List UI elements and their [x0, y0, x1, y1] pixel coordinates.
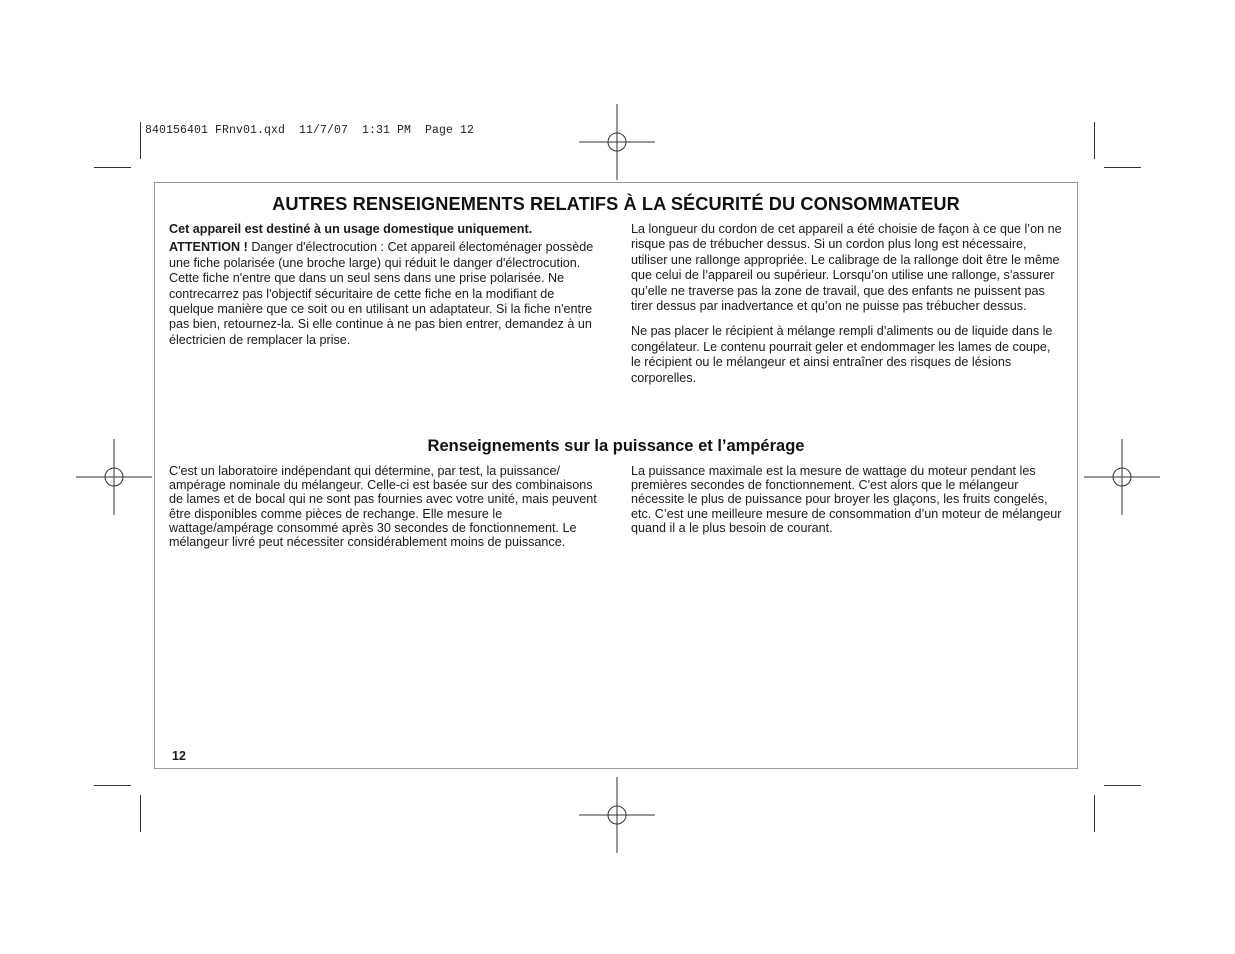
- registration-mark-right: [1084, 439, 1160, 515]
- freezer-warning-paragraph: Ne pas placer le récipient à mélange rempli d’aliments ou de liquide dans le congélateur. Le contenu pourrait geler et endommager les lames de coupe, le récipient ou le mélangeur et ainsi entraîner des risques de lésions corporelles.: [631, 324, 1053, 385]
- attention-label: ATTENTION !: [169, 240, 248, 255]
- attention-paragraph: [169, 240, 597, 348]
- power-right-column: [631, 464, 1065, 535]
- crop-mark-br-h: [1104, 785, 1141, 786]
- registration-mark-top: [579, 104, 655, 180]
- attention-text: Danger d'électrocution : Cet appareil électoménager possède une fiche polarisée (une broche large) qui réduit le danger d'électrocution. Cette fiche n'entre que dans un seul sens dans une prise polarisée. Ne contrecarrez pas l'objectif sécuritaire de cette fiche en la modifiant de quelque manière que ce soit ou en utilisant un adaptateur. Si la fiche n'entre pas bien, retournez-la. Si elle continue à ne pas bien entrer, demandez à un électricien de remplacer la prise.: [169, 240, 594, 347]
- safety-left-column: [169, 222, 597, 348]
- registration-mark-bottom: [579, 777, 655, 853]
- crop-mark-br-v: [1094, 795, 1095, 832]
- power-heading: Renseignements sur la puissance et l’ampérage: [427, 437, 805, 455]
- cord-length-paragraph: La longueur du cordon de cet appareil a été choisie de façon à ce que l’on ne risque pas de trébucher dessus. Si un cordon plus long est nécessaire, utiliser une rallonge appropriée. Le calibrage de la rallonge doit être le même que celui de l’appareil ou supérieur. Lorsqu’on utilise une rallonge, s’assurer qu’elle ne traverse pas la zone de travail, que des enfants ne puissent pas tirer dessus par inadvertance et qu’on ne puisse pas trébucher dessus.: [631, 222, 1062, 314]
- crop-mark-tl-v: [140, 122, 141, 159]
- power-left-column: [169, 464, 601, 549]
- page-number: 12: [172, 749, 186, 763]
- crop-mark-tr-v: [1094, 122, 1095, 159]
- household-use-note: Cet appareil est destiné à un usage domestique uniquement.: [169, 222, 533, 236]
- registration-mark-left: [76, 439, 152, 515]
- peak-power-paragraph: La puissance maximale est la mesure de wattage du moteur pendant les premières secondes de fonctionnement. C'est alors que le mélangeur nécessite le plus de puissance pour broyer les glaçons, les fruits congelés, etc. C’est une meilleure mesure de consommation d’un moteur de mélangeur quand il a le plus besoin de courant.: [631, 464, 1062, 535]
- safety-right-column: [631, 222, 1063, 386]
- power-rating-paragraph: C'est un laboratoire indépendant qui détermine, par test, la puissance/ ampérage nominale du mélangeur. Celle-ci est basée sur des combinaisons de lames et de bocal qui ne sont pas fournies avec votre unité, mais peuvent être disponibles comme pièces de rechange. Elle mesure le wattage/ampérage consommé après 30 secondes de fonctionnement. Le mélangeur livré peut nécessiter considérablement moins de puissance.: [169, 464, 597, 550]
- crop-mark-tr-h: [1104, 167, 1141, 168]
- print-slug: 840156401 FRnv01.qxd 11/7/07 1:31 PM Page 12: [145, 124, 475, 137]
- crop-mark-bl-v: [140, 795, 141, 832]
- crop-mark-tl-h: [94, 167, 131, 168]
- main-heading: AUTRES RENSEIGNEMENTS RELATIFS À LA SÉCURITÉ DU CONSOMMATEUR: [272, 194, 960, 214]
- crop-mark-bl-h: [94, 785, 131, 786]
